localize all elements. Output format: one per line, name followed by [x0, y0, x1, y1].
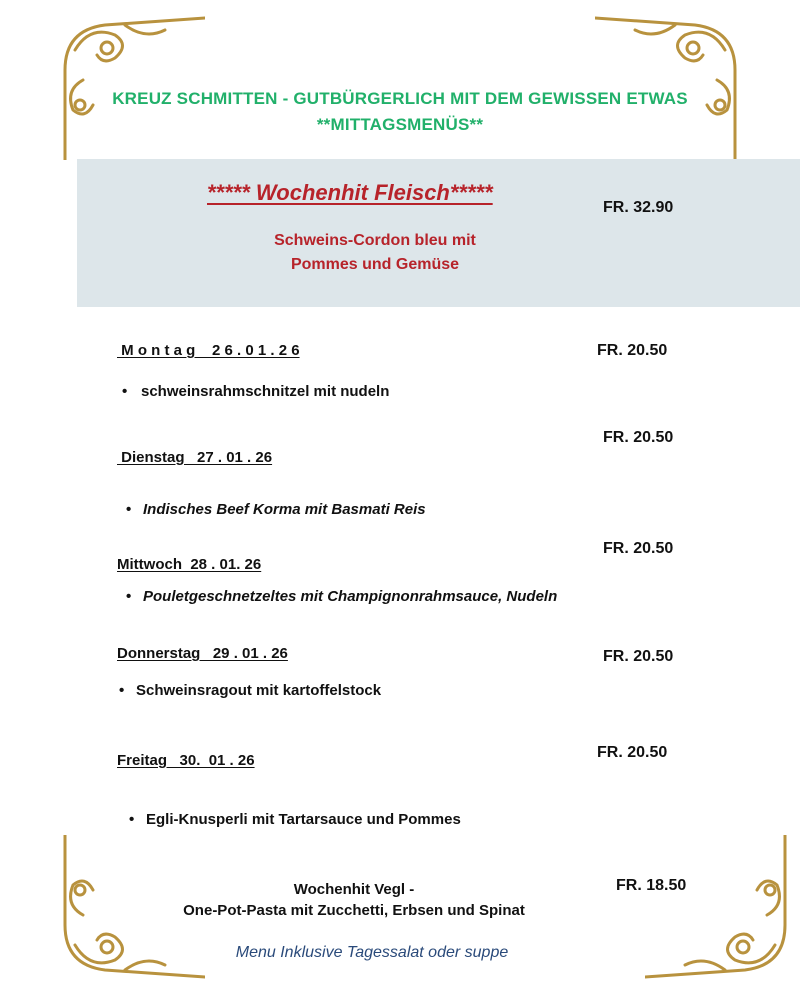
menu-subtitle: **MITTAGSMENÜS**: [316, 115, 484, 134]
dish-tuesday: Indisches Beef Korma mit Basmati Reis: [143, 501, 426, 518]
ornament-top-right-icon: [595, 10, 745, 160]
day-label-monday: M o n t a g 2 6 . 0 1 . 2 6: [117, 342, 300, 359]
price-friday: FR. 20.50: [597, 744, 668, 761]
day-label-wednesday: Mittwoch 28 . 01. 26: [117, 556, 262, 573]
dish-monday: schweinsrahmschnitzel mit nudeln: [141, 383, 390, 400]
dish-thursday: Schweinsragout mit kartoffelstock: [136, 682, 382, 699]
weekly-special-dish-line1: Schweins-Cordon bleu mit: [274, 232, 476, 249]
price-thursday: FR. 20.50: [603, 648, 674, 665]
day-label-tuesday: Dienstag 27 . 01 . 26: [117, 449, 273, 466]
bullet-icon: •: [126, 501, 132, 518]
day-label-friday: Freitag 30. 01 . 26: [117, 752, 255, 769]
ornament-bottom-right-icon: [645, 835, 795, 985]
ornament-top-left-icon: [55, 10, 205, 160]
vegi-dish: One-Pot-Pasta mit Zucchetti, Erbsen und Spinat: [183, 902, 525, 919]
dish-wednesday: Pouletgeschnetzeltes mit Champignonrahmsauce, Nudeln: [143, 588, 558, 605]
price-vegi: FR. 18.50: [616, 877, 687, 894]
dish-friday: Egli-Knusperli mit Tartarsauce und Pommes: [146, 811, 461, 828]
bullet-icon: •: [122, 383, 128, 400]
price-wednesday: FR. 20.50: [603, 540, 674, 557]
bullet-icon: •: [126, 588, 132, 605]
price-monday: FR. 20.50: [597, 342, 668, 359]
day-label-thursday: Donnerstag 29 . 01 . 26: [117, 645, 288, 662]
price-tuesday: FR. 20.50: [603, 429, 674, 446]
menu-footer-note: Menu Inklusive Tagessalat oder suppe: [235, 944, 509, 961]
restaurant-title: KREUZ SCHMITTEN - GUTBÜRGERLICH MIT DEM GEWISSEN ETWAS: [112, 89, 688, 108]
weekly-special-price: FR. 32.90: [603, 199, 674, 216]
weekly-special-dish-line2: Pommes und Gemüse: [290, 256, 460, 273]
bullet-icon: •: [119, 682, 125, 699]
weekly-special-title: ***** Wochenhit Fleisch*****: [207, 180, 493, 205]
vegi-title: Wochenhit Vegl -: [293, 881, 415, 898]
bullet-icon: •: [129, 811, 135, 828]
